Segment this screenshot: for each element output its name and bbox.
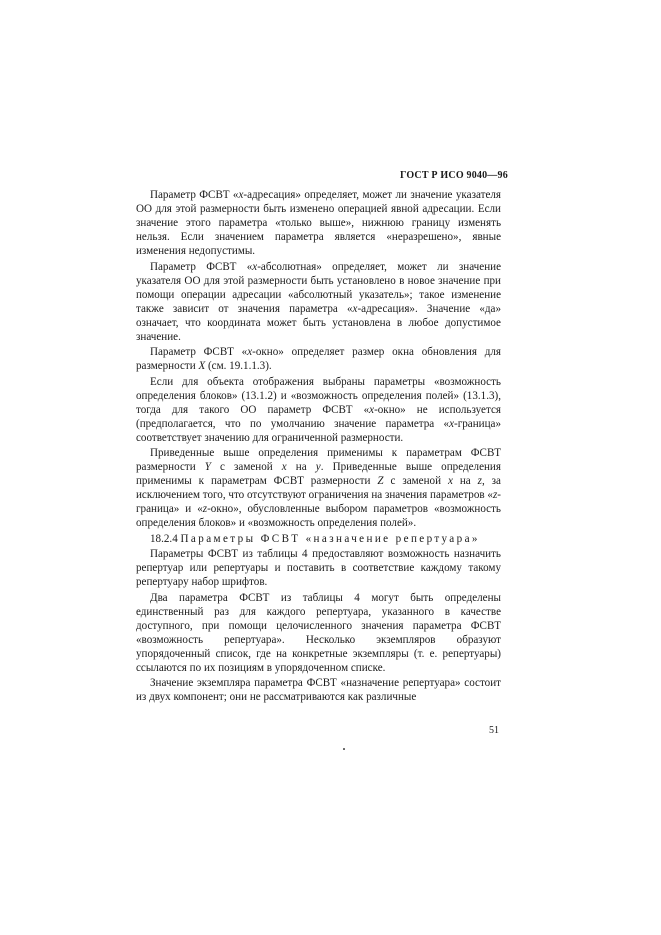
- italic-variable: x: [449, 417, 454, 430]
- italic-variable: x: [252, 260, 258, 273]
- italic-variable: Z: [377, 475, 384, 487]
- paragraph: Два параметра ФСВТ из таблицы 4 могут быть определены единственный раз для каждого репертуара, указанного в качестве доступного, при помощи целочисленного значения параметра ФСВТ «возможность репертуара». Несколько экземпляров образуют упорядоченный список, где на конкретные экземпляры (т. е. репертуары) ссылаются по их позициям в упорядоченном списке.: [136, 591, 501, 674]
- italic-variable: Y: [204, 461, 211, 473]
- italic-variable: z: [492, 489, 498, 501]
- italic-variable: X: [198, 360, 206, 372]
- page-number: 51: [489, 725, 499, 736]
- section-number: 18.2.4: [150, 532, 178, 545]
- italic-variable: x: [352, 302, 358, 315]
- paragraph: Если для объекта отображения выбраны параметры «возможность определения блоков» (13.1.2) и «возможность определения полей» (13.1.3), тогда для такого ОО параметр ФСВТ «x-окно» не используется (предполагается, что по умолчанию значение параметра «x-граница» соответствует значению для ограниченной размерности.: [136, 375, 501, 444]
- section-heading: [136, 532, 501, 546]
- italic-variable: x: [369, 403, 375, 416]
- italic-variable: x: [238, 189, 244, 201]
- paragraph: Параметр ФСВТ «x-окно» определяет размер окна обновления для размерности X (см. 19.1.1.3).: [136, 346, 501, 372]
- italic-variable: x: [447, 475, 453, 487]
- italic-variable: y: [315, 461, 321, 473]
- italic-variable: z: [202, 503, 208, 515]
- italic-variable: x: [247, 346, 253, 358]
- paragraph: Параметр ФСВТ «x-абсолютная» определяет, может ли значение указателя ОО для этой размерности быть установлено в новое значение при помощи операции адресации «абсолютный указатель»; такое изменение также зависит от значения параметра «x-адресация». Значение «да» означает, что координата может быть установлена в любое допустимое значение.: [136, 260, 501, 343]
- section-title: Параметры ФСВТ «назначение репертуара»: [180, 532, 480, 545]
- italic-variable: z: [477, 475, 482, 487]
- paragraph: Приведенные выше определения применимы к параметрам ФСВТ размерности Y с заменой x на y. Приведенные выше определения применимы к параметрам ФСВТ размерности Z с заменой x на z, за исключением того, что отсутствуют ограничения на значения параметров «z-граница» и «z-окно», обусловленные выбором параметров «возможность определения блоков» и «возможность определения полей».: [136, 447, 501, 529]
- paragraph: Значение экземпляра параметра ФСВТ «назначение репертуара» состоит из двух компонент; они не рассматриваются как различные: [136, 677, 501, 703]
- body-text: [136, 188, 501, 706]
- scan-speck: [343, 748, 345, 750]
- document-header: ГОСТ Р ИСО 9040—96: [400, 170, 508, 181]
- paragraph: Параметр ФСВТ «x-адресация» определяет, может ли значение указателя ОО для этой размерности быть изменено операцией явной адресации. Если значение этого параметра «только выше», нижнюю границу изменять нельзя. Если значением параметра является «неразрешено», явные изменения недопустимы.: [136, 189, 502, 257]
- paragraph: Параметры ФСВТ из таблицы 4 предоставляют возможность назначить репертуар или репертуары и поставить в соответствие каждому такому репертуару набор шрифтов.: [136, 548, 501, 588]
- italic-variable: x: [281, 461, 287, 473]
